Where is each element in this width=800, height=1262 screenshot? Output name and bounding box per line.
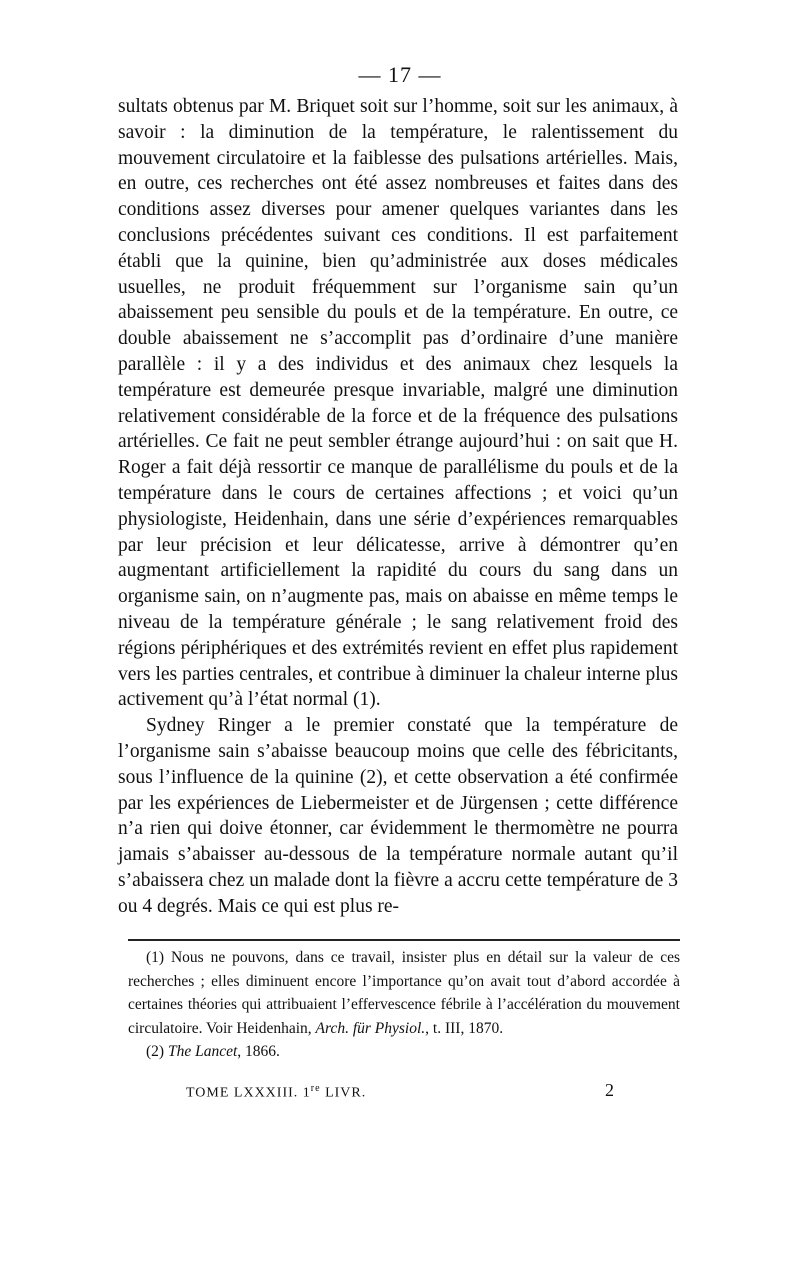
footnote-2-number: (2) bbox=[146, 1043, 168, 1060]
signature-mark bbox=[186, 1083, 366, 1102]
footnote-1 bbox=[128, 946, 680, 1040]
footnote-2 bbox=[128, 1040, 680, 1064]
footnote-1-ref: , t. III, 1870. bbox=[425, 1019, 504, 1037]
page-number: — 17 — bbox=[358, 62, 442, 87]
footnote-2-ref: , 1866. bbox=[237, 1043, 280, 1060]
paragraph-2: Sydney Ringer a le premier constaté que la température de l’organisme sain s’abaisse beaucoup moins que celle des fébricitants, sous l’influence de la quinine (2), et cette observation a été confirmée par les expériences de Liebermeister et de Jürgensen ; cette différence n’a rien qui doive étonner, car évidemment le thermomètre ne pourra jamais s’abaisser au-dessous de la température normale autant qu’il s’abaissera chez un malade dont la fièvre a accru cette température de 3 ou 4 degrés. Mais ce qui est plus re- bbox=[118, 715, 678, 917]
footnote-1-journal: Arch. für Physiol. bbox=[315, 1019, 426, 1037]
footnote-separator bbox=[128, 939, 680, 941]
signature-number: 2 bbox=[605, 1080, 614, 1100]
footnotes bbox=[128, 946, 680, 1064]
signature-superscript: re bbox=[310, 1083, 321, 1094]
body-text bbox=[118, 94, 678, 920]
signature-volume: TOME LXXXIII. 1 bbox=[186, 1085, 311, 1101]
paragraph-1: sultats obtenus par M. Briquet soit sur l’homme, soit sur les animaux, à savoir : la diminution de la température, le ralentissement du mouvement circulatoire et la faiblesse des pulsations artérielles. Mais, en outre, ces recherches ont été assez nombreuses et faites dans des conditions assez diverses pour amener quelques variantes dans les conclusions précédentes suivant ces conditions. Il est parfaitement établi que la quinine, bien qu’administrée aux doses médicales usuelles, ne produit fréquemment sur l’organisme sain qu’un abaissement peu sensible du pouls et de la température. En outre, ce double abaissement ne s’accomplit pas d’ordinaire d’une manière parallèle : il y a des individus et des animaux chez lesquels la température est demeurée presque invariable, malgré une diminution relativement considérable de la force et de la fréquence des pulsations artérielles. Ce fait ne peut sembler étrange aujourd’hui : on sait que H. Roger a fait déjà ressortir ce manque de parallélisme du pouls et de la température dans le cours de certaines affections ; et voici qu’un physiologiste, Heidenhain, dans une série d’expériences remarquables par leur précision et leur délicatesse, arrive à démontrer qu’en augmentant artificiellement la rapidité du cours du sang dans un organisme sain, on n’augmente pas, mais on abaisse en même temps le niveau de la température générale ; le sang relativement froid des régions périphériques et des extrémités revient en effet plus rapidement vers les parties centrales, et contribue à diminuer la chaleur interne plus activement qu’à l’état normal (1). bbox=[118, 96, 678, 711]
footnote-1-text: (1) Nous ne pouvons, dans ce travail, insister plus en détail sur la valeur de ces recherches ; elles diminuent encore l’importance qu’on avait tout d’abord accordée à certaines théories qui attribuaient l’effervescence fébrile à l’accélération du mouvement circulatoire. Voir Heidenhain, bbox=[128, 949, 680, 1037]
signature-livraison: LIVR. bbox=[320, 1085, 367, 1101]
footnote-2-journal: The Lancet bbox=[167, 1043, 238, 1060]
